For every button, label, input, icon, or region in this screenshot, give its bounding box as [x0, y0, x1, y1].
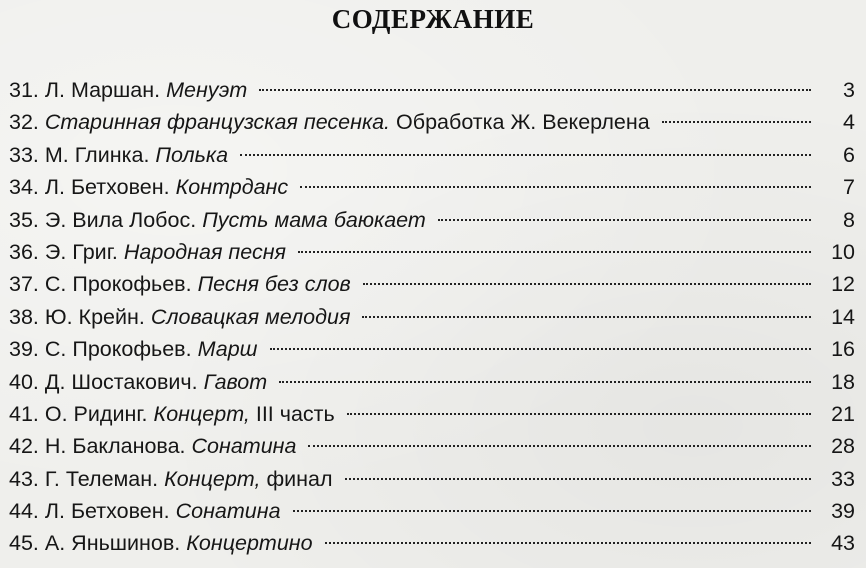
- entry-number: 45.: [9, 531, 39, 556]
- dot-leader: [325, 542, 811, 544]
- entry-piece-title: Старинная французская песенка.: [44, 110, 391, 135]
- entry-piece-title: Концерт,: [164, 466, 261, 491]
- toc-entry: [9, 527, 855, 559]
- entry-composer: Н. Бакланова.: [44, 434, 186, 459]
- entry-piece-title: Песня без слов: [197, 272, 351, 297]
- entry-number: 35.: [9, 207, 39, 232]
- entry-number: 31.: [9, 78, 39, 102]
- entry-composer: Э. Вила Лобос.: [44, 207, 197, 232]
- entry-piece-title: Полька: [155, 142, 229, 167]
- entry-page-number: 14: [831, 304, 855, 329]
- dot-leader: [259, 89, 811, 91]
- dot-leader: [240, 154, 811, 156]
- entry-composer: М. Глинка.: [44, 142, 150, 167]
- dot-leader: [298, 251, 811, 253]
- entry-piece-title: Гавот: [203, 369, 268, 394]
- entry-page-number: 8: [843, 207, 855, 232]
- dot-leader: [300, 186, 811, 188]
- entry-number: 43.: [9, 466, 39, 491]
- toc-entry: [9, 106, 855, 138]
- dot-leader: [347, 413, 811, 415]
- entry-number: 40.: [9, 369, 39, 394]
- entry-composer: О. Ридинг.: [44, 401, 148, 426]
- entry-piece-title: Пусть мама баюкает: [202, 207, 426, 232]
- entry-page-number: 12: [831, 272, 855, 297]
- entry-number: 38.: [9, 304, 39, 329]
- entry-composer: Д. Шостакович.: [44, 369, 198, 394]
- entry-piece-title: Контрданс: [175, 175, 289, 200]
- entry-note: III часть: [255, 401, 335, 426]
- dot-leader: [438, 219, 811, 221]
- toc-entry: [9, 398, 855, 430]
- entry-page-number: 10: [831, 239, 855, 264]
- dot-leader: [293, 510, 811, 512]
- toc-entry: [9, 333, 855, 365]
- entry-number: 34.: [9, 175, 39, 200]
- toc-entry: [9, 463, 855, 495]
- entry-piece-title: Концертино: [186, 531, 313, 556]
- entry-composer: Л. Маршан.: [44, 78, 161, 102]
- dot-leader: [662, 121, 811, 123]
- entry-composer: Л. Бетховен.: [44, 175, 170, 200]
- entry-page-number: 21: [831, 401, 855, 426]
- toc-entry: [9, 268, 855, 300]
- toc-entry: [9, 236, 855, 268]
- entry-page-number: 4: [843, 110, 855, 135]
- entry-composer: А. Яньшинов.: [44, 531, 181, 556]
- entry-note: финал: [266, 466, 333, 491]
- toc-entry: [9, 366, 855, 398]
- entry-page-number: 39: [831, 499, 855, 524]
- entry-piece-title: Словацкая мелодия: [150, 304, 351, 329]
- page-title: СОДЕРЖАНИЕ: [331, 4, 535, 34]
- entry-composer: С. Прокофьев.: [44, 272, 192, 297]
- entry-number: 33.: [9, 142, 39, 167]
- entry-page-number: 7: [843, 175, 855, 200]
- toc-entry: [9, 139, 855, 171]
- toc-entry: [9, 74, 855, 106]
- entry-piece-title: Народная песня: [123, 239, 287, 264]
- entry-page-number: 16: [831, 337, 855, 362]
- entry-number: 39.: [9, 337, 39, 362]
- toc-entry: [9, 495, 855, 527]
- entry-note: Обработка Ж. Векерлена: [396, 110, 650, 135]
- entry-composer: Э. Григ.: [44, 239, 118, 264]
- toc-entry: [9, 430, 855, 462]
- entry-page-number: 18: [831, 369, 855, 394]
- entry-number: 36.: [9, 239, 39, 264]
- toc-entry: [9, 171, 855, 203]
- toc-entry: [9, 204, 855, 236]
- toc-entry: [9, 301, 855, 333]
- dot-leader: [270, 348, 811, 350]
- entry-page-number: 33: [831, 466, 855, 491]
- entry-page-number: 28: [831, 434, 855, 459]
- entry-piece-title: Сонатина: [175, 499, 281, 524]
- entry-composer: Л. Бетховен.: [44, 499, 170, 524]
- entry-piece-title: Сонатина: [191, 434, 297, 459]
- dot-leader: [279, 381, 811, 383]
- entry-composer: С. Прокофьев.: [44, 337, 192, 362]
- dot-leader: [363, 283, 811, 285]
- dot-leader: [362, 316, 811, 318]
- entry-piece-title: Менуэт: [166, 78, 248, 102]
- entry-page-number: 6: [843, 142, 855, 167]
- entry-number: 32.: [9, 110, 39, 135]
- entry-page-number: 43: [831, 531, 855, 556]
- table-of-contents: [9, 74, 855, 560]
- entry-piece-title: Марш: [197, 337, 258, 362]
- entry-piece-title: Концерт,: [153, 401, 250, 426]
- entry-composer: Г. Телеман.: [44, 466, 159, 491]
- dot-leader: [308, 445, 811, 447]
- entry-number: 42.: [9, 434, 39, 459]
- entry-number: 37.: [9, 272, 39, 297]
- entry-composer: Ю. Крейн.: [44, 304, 145, 329]
- entry-number: 44.: [9, 499, 39, 524]
- entry-page-number: 3: [843, 78, 855, 102]
- entry-number: 41.: [9, 401, 39, 426]
- dot-leader: [345, 478, 811, 480]
